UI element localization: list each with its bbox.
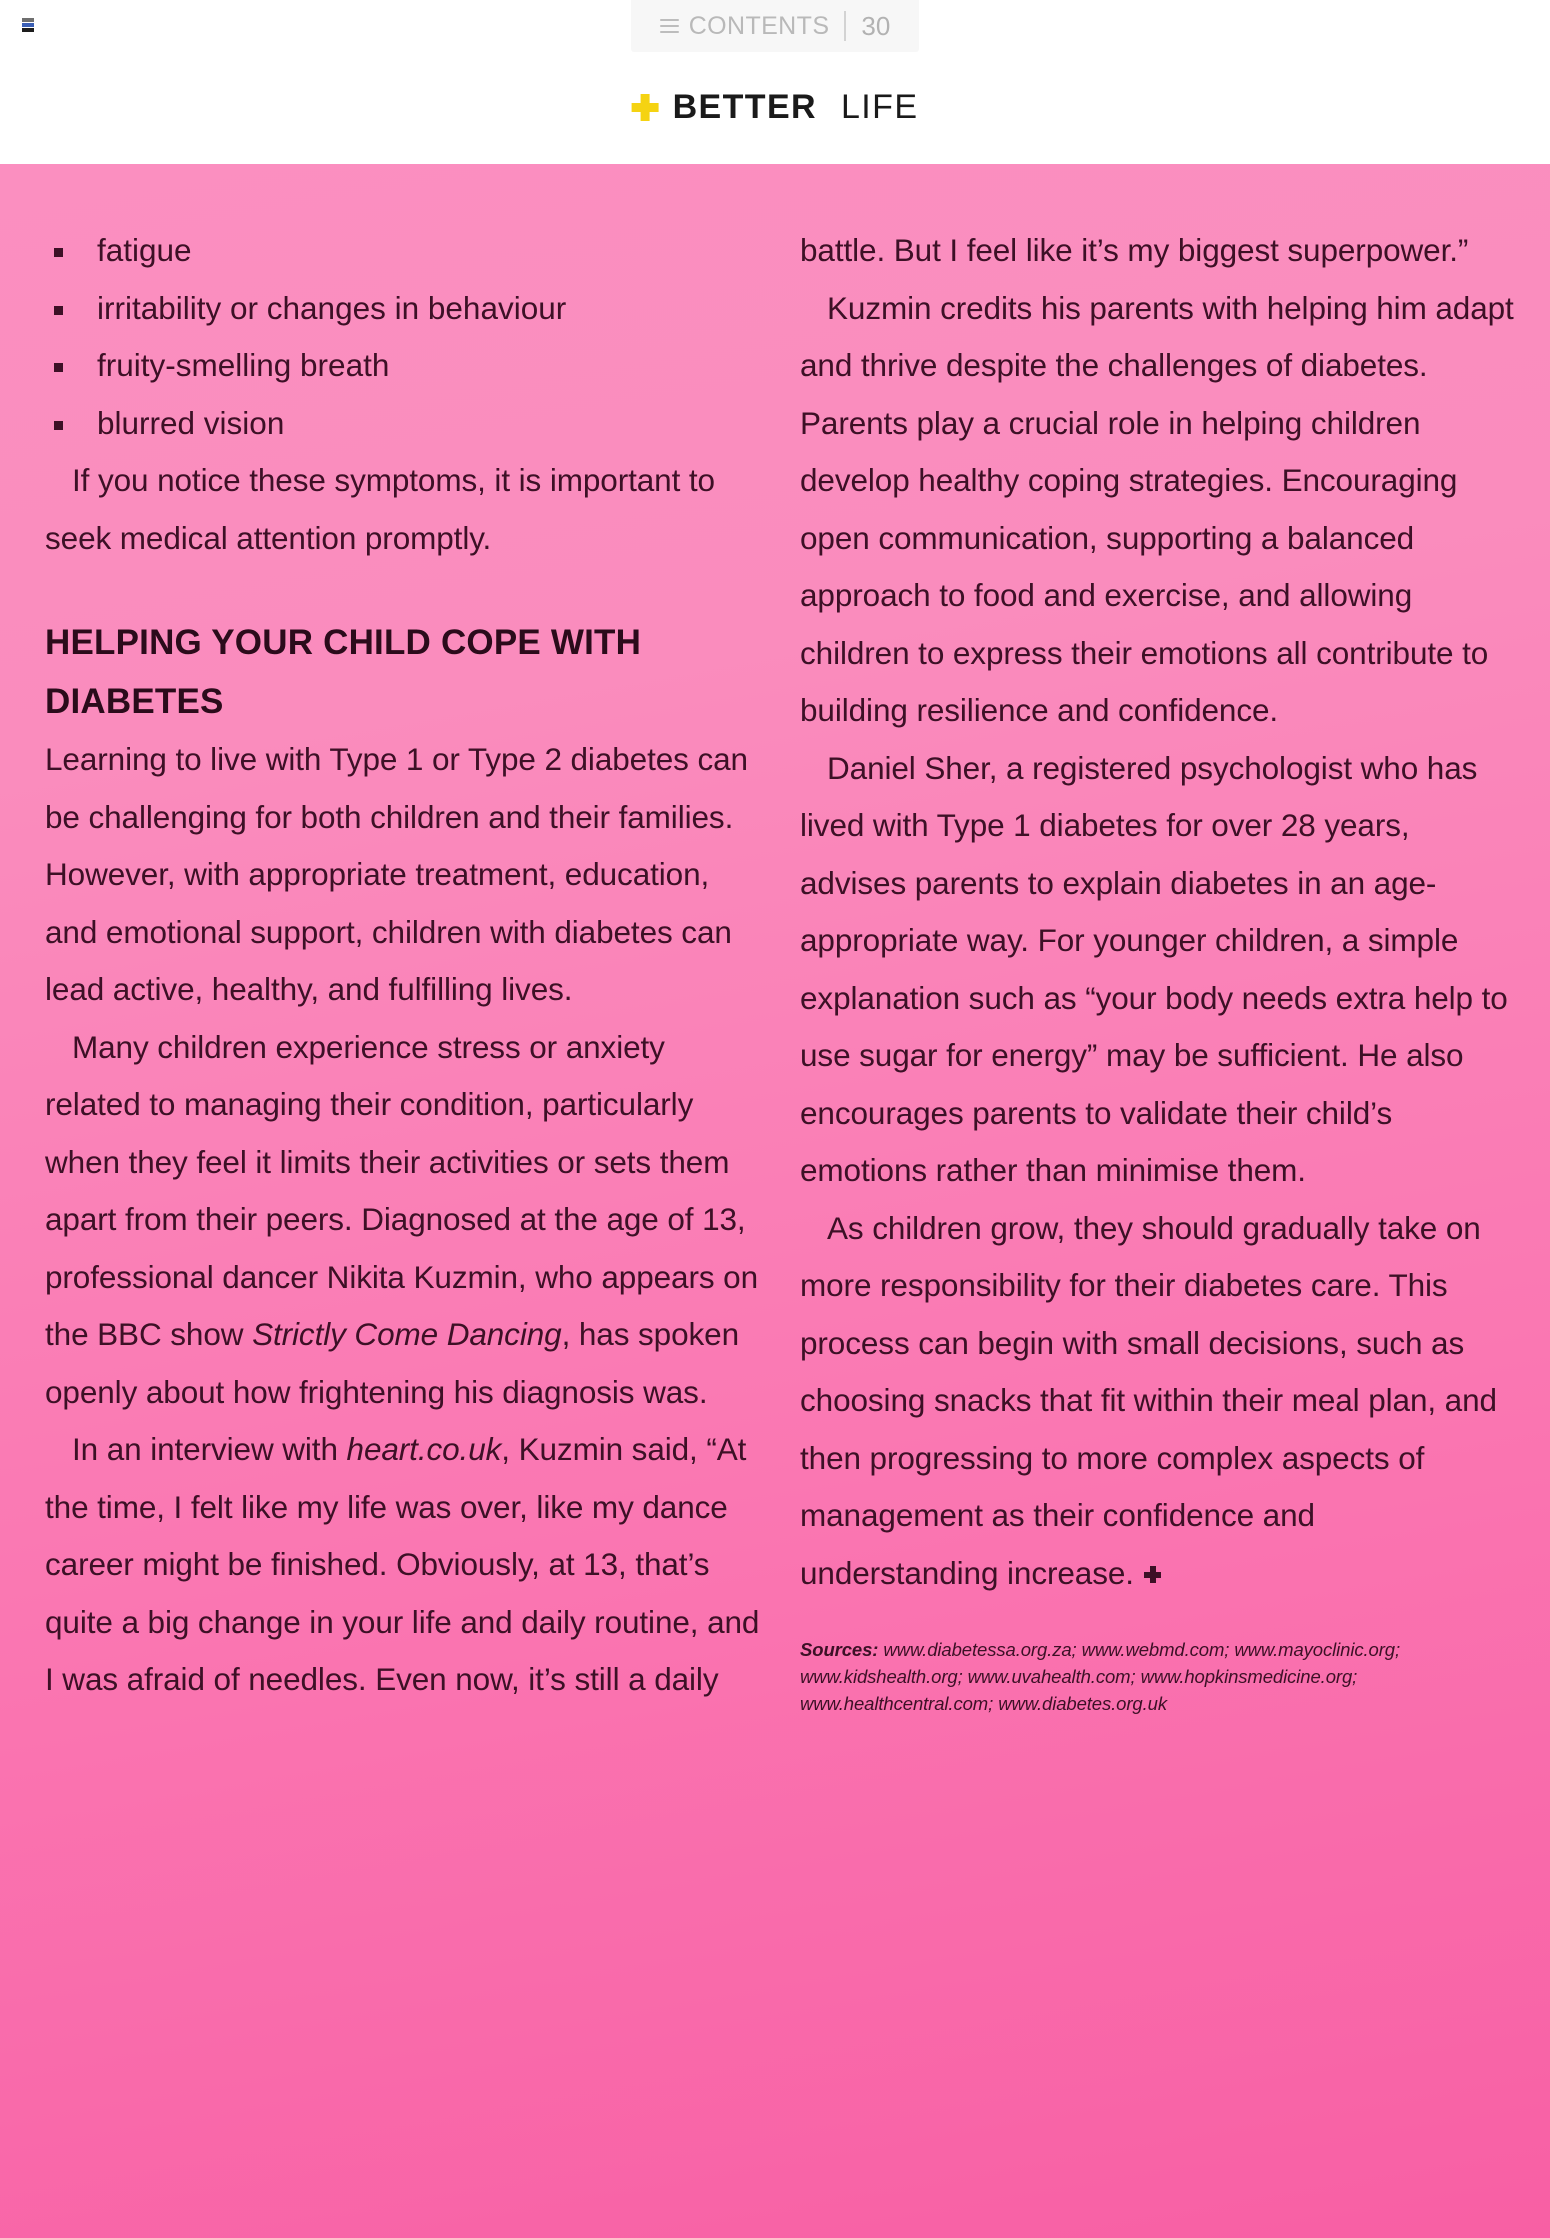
paragraph-after-list: If you notice these symptoms, it is important to seek medical attention promptly. (45, 462, 715, 556)
paragraph-growing-responsibility (800, 1200, 1515, 1603)
source-name-italic: heart.co.uk (346, 1431, 502, 1467)
paragraph-intro: Learning to live with Type 1 or Type 2 diabetes can be challenging for both children and their families. However, with appropriate treatment, education, and emotional support, children with diabetes can lead active, healthy, and fulfilling lives. (45, 741, 748, 1007)
list-item: fruity-smelling breath (45, 337, 760, 395)
sources-note (800, 1636, 1500, 1717)
symptom-list (45, 222, 760, 452)
section-heading: HELPING YOUR CHILD COPE WITH DIABETES (45, 623, 642, 721)
brand-logo (632, 88, 919, 127)
paragraph-text-part: In an interview with (72, 1431, 347, 1467)
page-header (0, 0, 1550, 164)
contents-button[interactable] (631, 0, 919, 52)
left-column (45, 222, 760, 1709)
end-of-article-cross-icon (1144, 1566, 1161, 1583)
article-body (0, 164, 1550, 2238)
paragraph-kuzmin-intro (45, 1019, 760, 1422)
hamburger-icon (660, 19, 679, 33)
two-column-layout (45, 222, 1514, 1717)
brand-name-secondary: LIFE (841, 88, 919, 126)
brand-name-primary: BETTER (672, 88, 817, 126)
sources-label: Sources: (800, 1639, 879, 1660)
paragraph-text-part: , has spoken openly about how frightening his diagnosis was. (45, 1316, 739, 1410)
paragraph-psychologist: Daniel Sher, a registered psychologist who has lived with Type 1 diabetes for over 28 years, advises parents to explain diabetes in an age-appropriate way. For younger children, a simple explanation such as “your body needs extra help to use sugar for energy” may be sufficient. He also encourages parents to validate their child’s emotions rather than minimise them. (800, 749, 1508, 1188)
color-registration-marker (22, 18, 34, 32)
cross-icon (632, 94, 659, 121)
paragraph-interview (45, 1421, 760, 1709)
list-item: irritability or changes in behaviour (45, 280, 760, 338)
right-column (800, 222, 1515, 1717)
show-title-italic: Strictly Come Dancing (252, 1316, 562, 1352)
paragraph-quote-continuation: battle. But I feel like it’s my biggest superpower.” (800, 232, 1469, 268)
page-number: 30 (861, 10, 891, 41)
paragraph-text-part: , Kuzmin said, “At the time, I felt like my life was over, like my dance career might be finished. Obviously, at 13, that’s quite a big change in your life and daily routine, and I was afraid of needles. Even now, it’s still a daily (45, 1431, 760, 1697)
paragraph-parents-role: Kuzmin credits his parents with helping him adapt and thrive despite the challenges of diabetes. Parents play a crucial role in helping children develop healthy coping strategies. Encouraging open communication, supporting a balanced approach to food and exercise, and allowing children to express their emotions all contribute to building resilience and confidence. (800, 289, 1514, 728)
list-item: fatigue (45, 222, 760, 280)
sources-list: www.diabetessa.org.za; www.webmd.com; www.mayoclinic.org; www.kidshealth.org; www.uvahealth.com; www.hopkinsmedicine.org; www.healthcentral.com; www.diabetes.org.uk (800, 1639, 1401, 1714)
contents-label: CONTENTS (688, 11, 830, 40)
list-item: blurred vision (45, 395, 760, 453)
paragraph-text-part: As children grow, they should gradually take on more responsibility for their diabetes care. This process can begin with small decisions, such as choosing snacks that fit within their meal plan, and then progressing to more complex aspects of management as their confidence and understanding increase. (800, 1209, 1497, 1591)
paragraph-text-part: Many children experience stress or anxiety related to managing their condition, particularly when they feel it limits their activities or sets them apart from their peers. Diagnosed at the age of 13, professional dancer Nikita Kuzmin, who appears on the BBC show (45, 1028, 758, 1352)
pill-divider (844, 11, 846, 41)
